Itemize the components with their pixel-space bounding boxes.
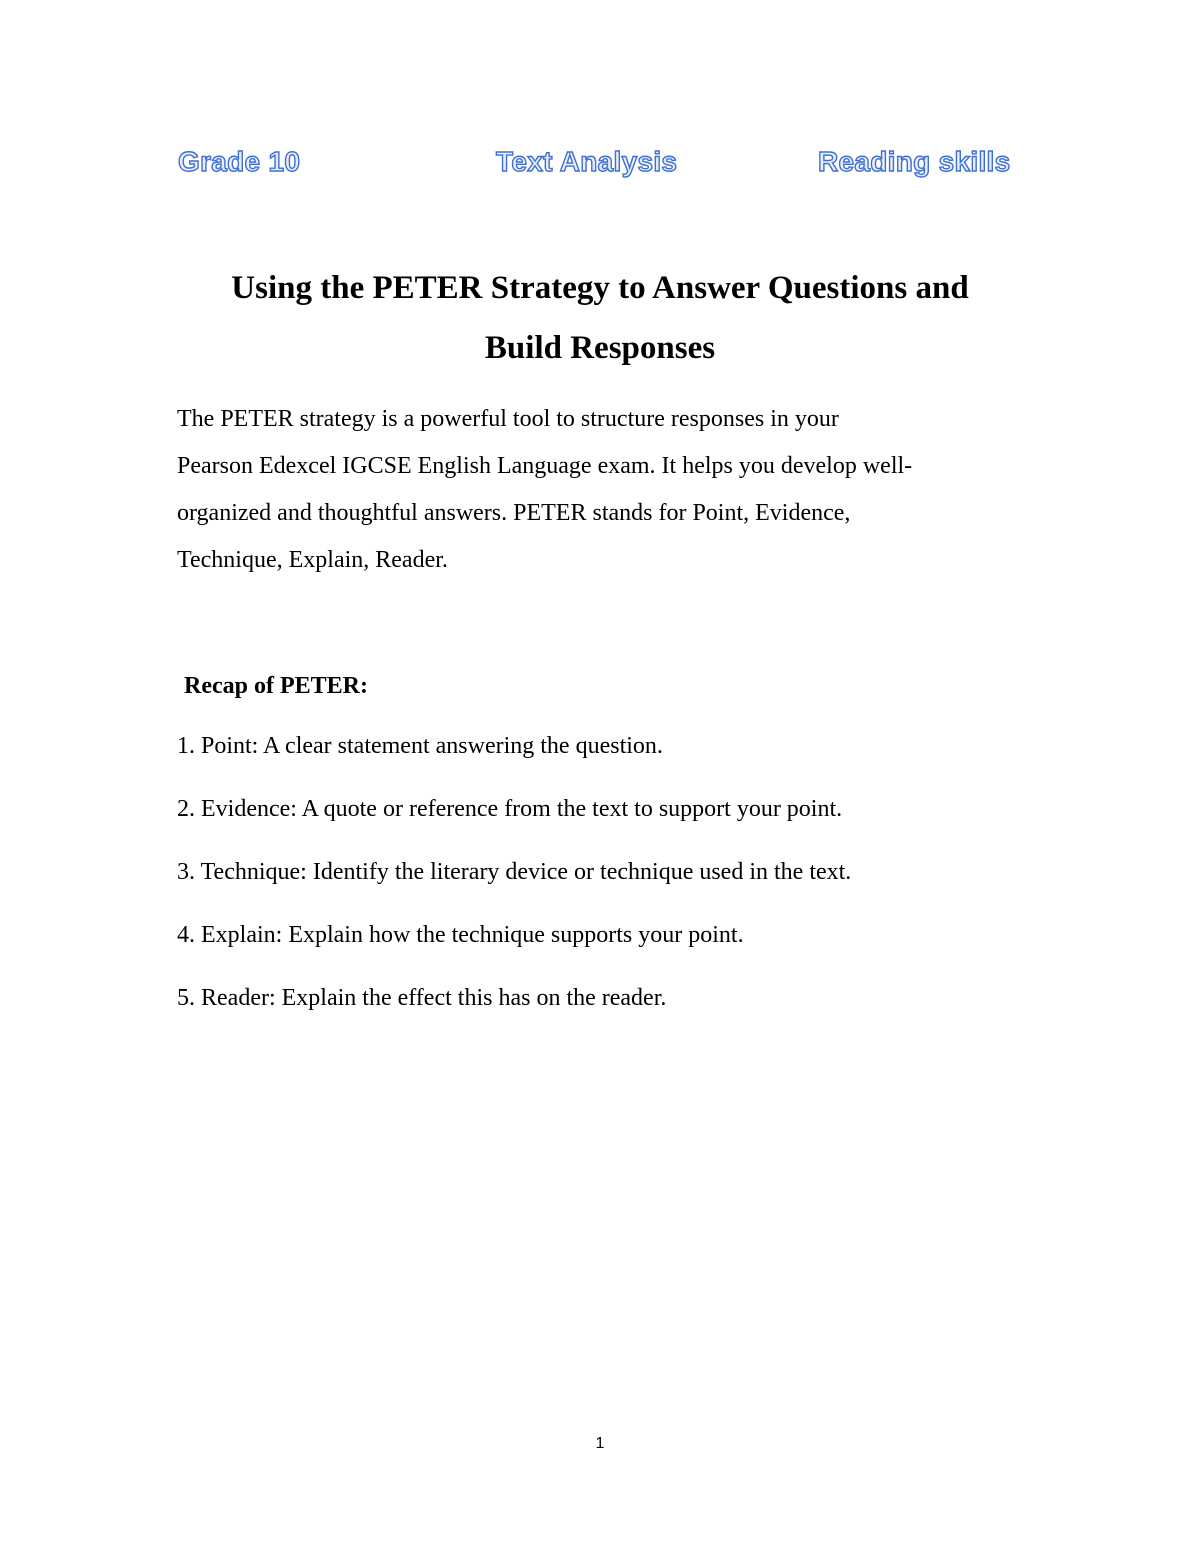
page-title: [100, 258, 1100, 378]
recap-heading: Recap of PETER:: [184, 673, 368, 699]
intro-paragraph: [177, 396, 1037, 584]
intro-line: Pearson Edexcel IGCSE English Language exam. It helps you develop well-: [177, 453, 913, 479]
header-subject: Text Analysis: [496, 146, 678, 177]
header-grade: Grade 10: [178, 146, 301, 177]
title-line-1: Using the PETER Strategy to Answer Questions and: [231, 270, 969, 306]
intro-line: The PETER strategy is a powerful tool to structure responses in your: [177, 406, 839, 432]
intro-line: organized and thoughtful answers. PETER stands for Point, Evidence,: [177, 500, 851, 526]
page-number: 1: [595, 1435, 605, 1452]
intro-line: Technique, Explain, Reader.: [177, 547, 448, 573]
list-item: 4. Explain: Explain how the technique supports your point.: [177, 922, 744, 948]
recap-list: [177, 728, 1077, 1043]
list-item: 2. Evidence: A quote or reference from the text to support your point.: [177, 796, 843, 822]
title-line-2: Build Responses: [484, 330, 716, 366]
list-item: 1. Point: A clear statement answering the question.: [177, 733, 663, 759]
list-item: 3. Technique: Identify the literary device or technique used in the text.: [177, 859, 852, 885]
list-item: 5. Reader: Explain the effect this has on the reader.: [177, 985, 667, 1011]
header-skill: Reading skills: [818, 146, 1011, 177]
header-row: [0, 140, 1200, 184]
